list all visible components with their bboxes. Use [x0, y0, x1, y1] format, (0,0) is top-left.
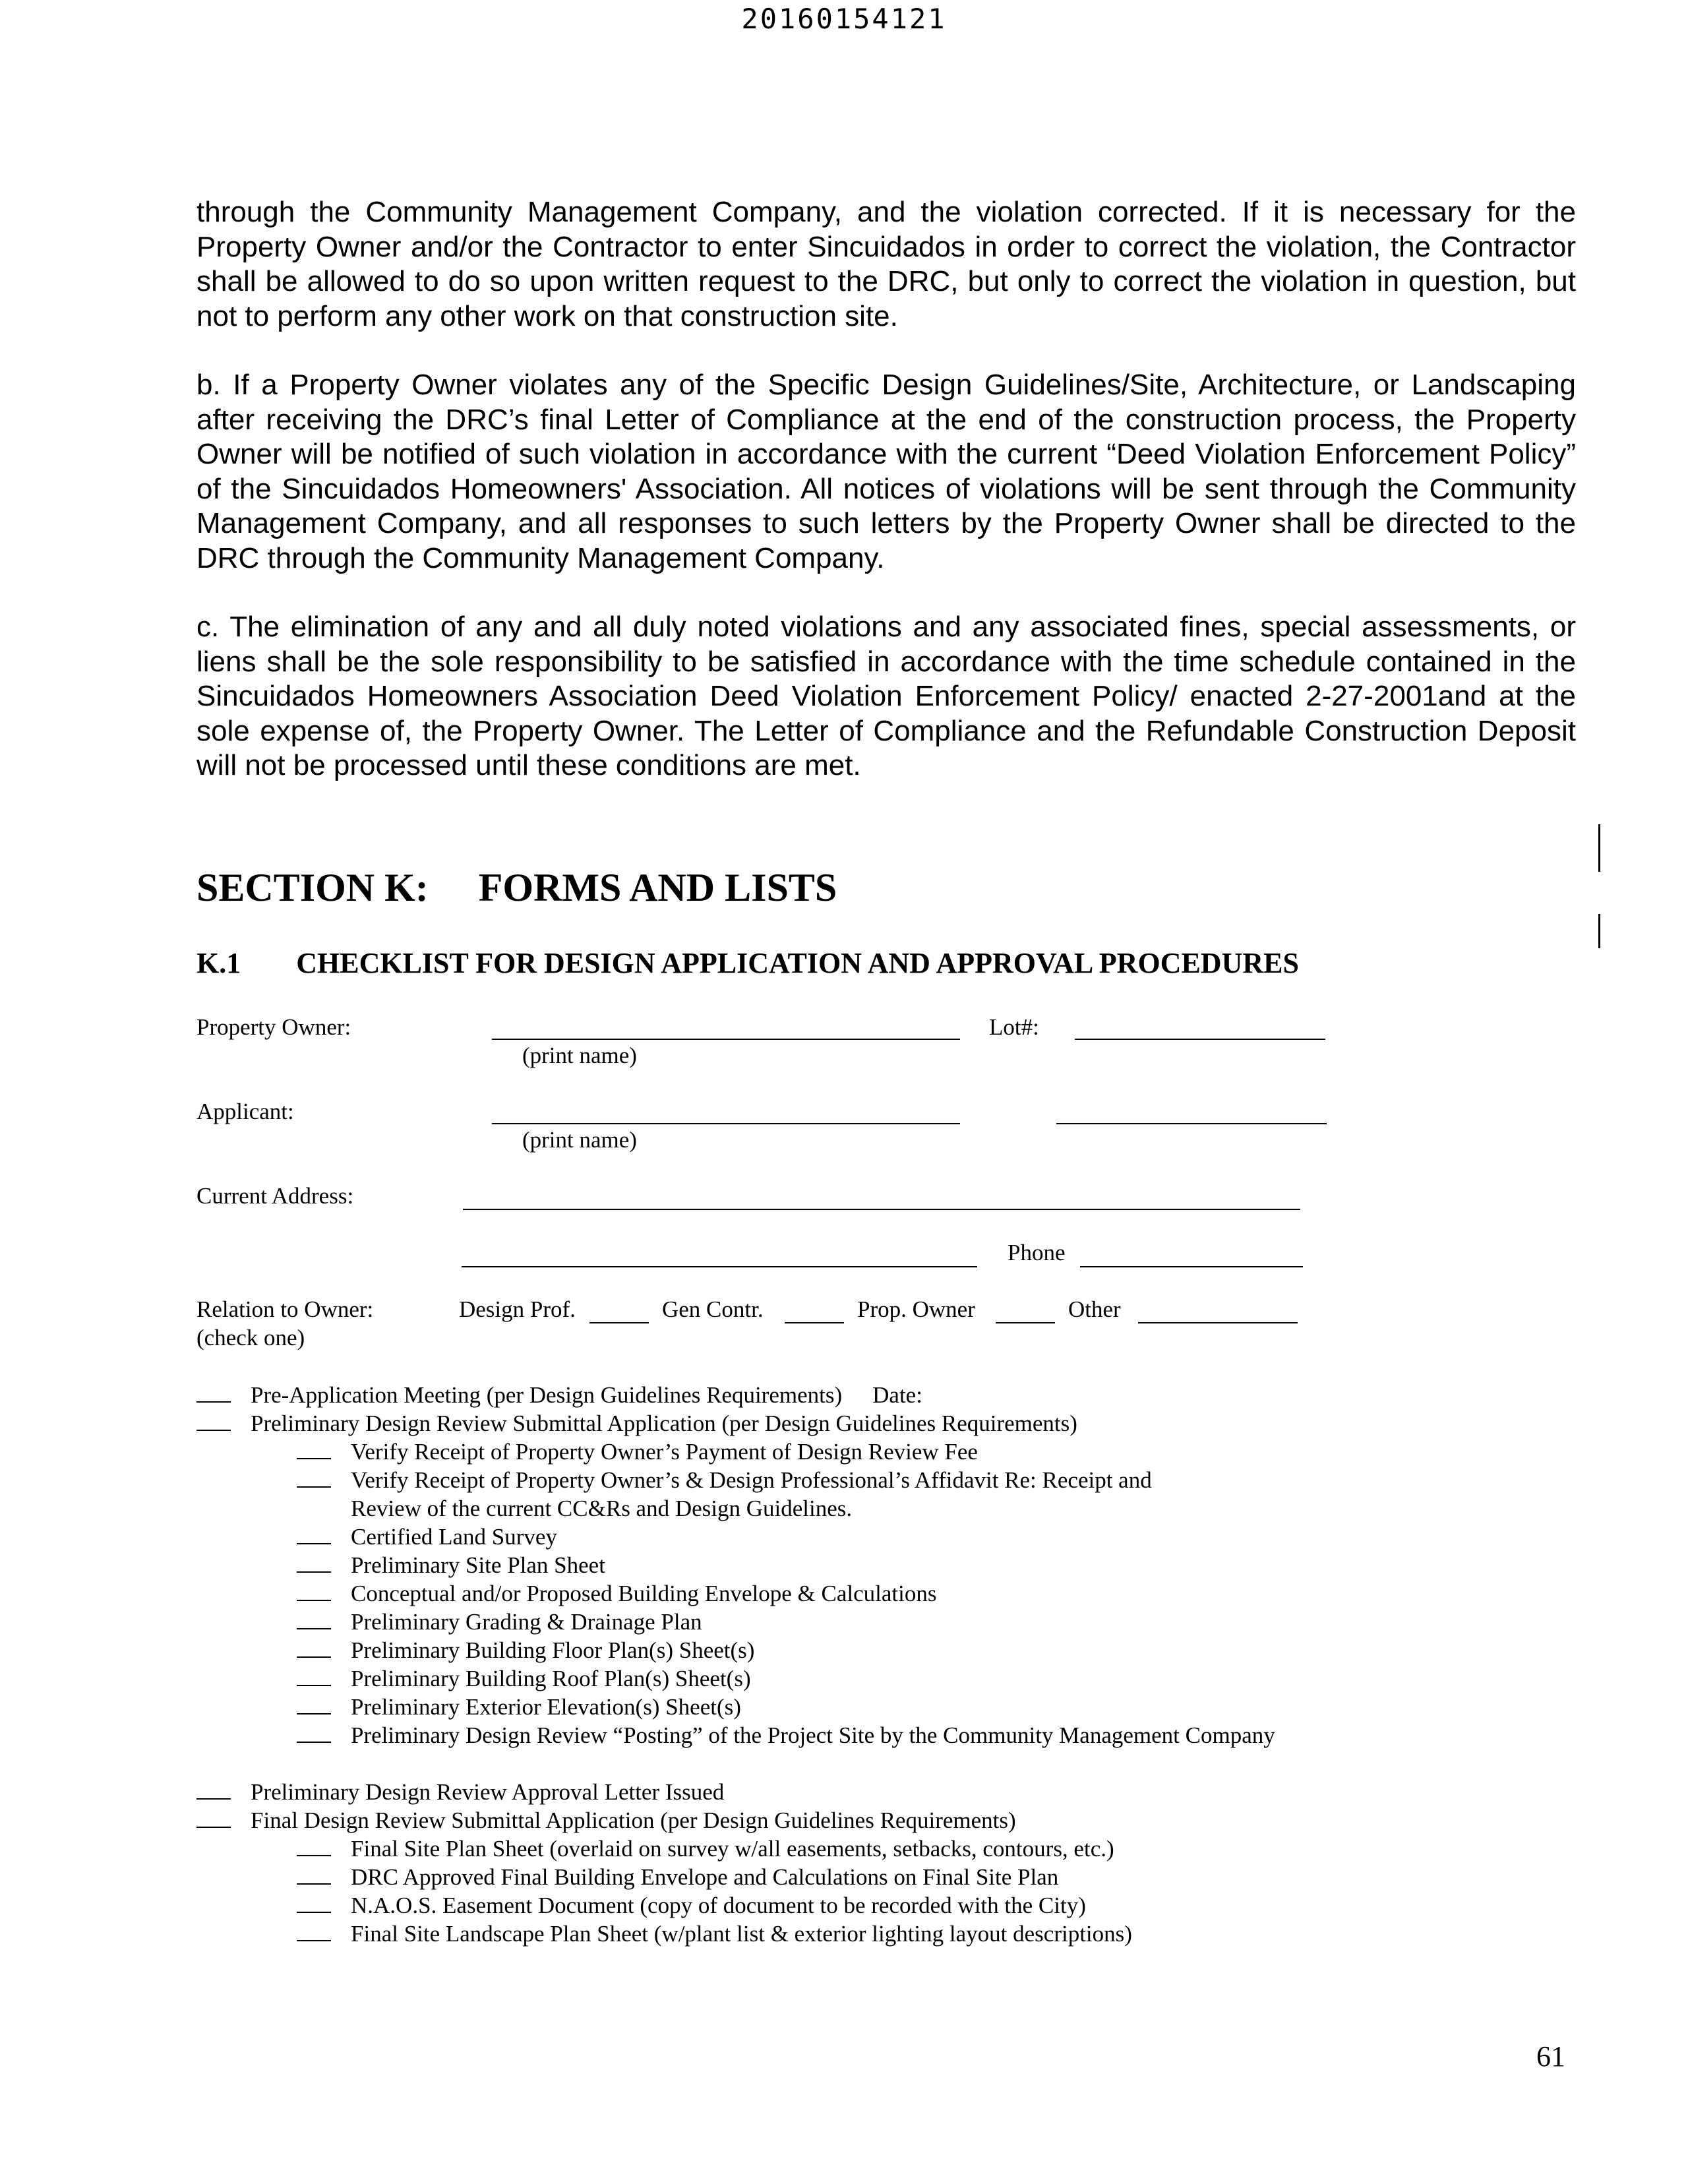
- checkbox-blank[interactable]: [297, 1581, 331, 1601]
- lot-number-field[interactable]: [1075, 1039, 1325, 1040]
- checklist-subitem: Preliminary Grading & Drainage Plan: [297, 1608, 702, 1636]
- checklist-subitem: Conceptual and/or Proposed Building Envelope & Calculations: [297, 1579, 936, 1608]
- checkbox-blank[interactable]: [297, 1638, 331, 1658]
- checkbox-blank[interactable]: [297, 1440, 331, 1459]
- checkbox-blank[interactable]: [196, 1411, 231, 1431]
- checkbox-blank[interactable]: [297, 1836, 331, 1856]
- checklist-subitem: Preliminary Design Review “Posting” of the Project Site by the Community Management Company: [297, 1721, 1275, 1749]
- phone-label: Phone: [1008, 1240, 1066, 1265]
- document-number: 20160154121: [741, 3, 947, 35]
- relation-option-prop-owner: Prop. Owner: [857, 1296, 975, 1322]
- checklist-subitem: Preliminary Site Plan Sheet: [297, 1551, 605, 1579]
- relation-option-other: Other: [1068, 1296, 1121, 1322]
- paragraph-b-violation-after-compliance: b. If a Property Owner violates any of the Specific Design Guidelines/Site, Architecture, or Landscaping after receiving the DRC’s final Letter of Compliance at the end of the construction process, the Property Owner will be notified of such violation in accordance with the current “Deed Violation Enforcement Policy” of the Sincuidados Homeowners' Association. All notices of violations will be sent through the Community Management Company, and all responses to such letters by the Property Owner shall be directed to the DRC through the Community Management Company.: [196, 369, 1576, 574]
- revision-bar: [1598, 914, 1600, 948]
- checklist-item: Preliminary Design Review Submittal Application (per Design Guidelines Requirements): [196, 1409, 1077, 1438]
- checkbox-blank[interactable]: [297, 1695, 331, 1714]
- property-owner-label: Property Owner:: [196, 1014, 351, 1040]
- relation-other-blank[interactable]: [1138, 1322, 1298, 1323]
- checkbox-blank[interactable]: [297, 1610, 331, 1629]
- paragraph-c-elimination-of-violations: c. The elimination of any and all duly noted violations and any associated fines, special assessments, or liens shall be the sole responsibility to be satisfied in accordance with the time schedule contained in the Sincuidados Homeowners Association Deed Violation Enforcement Policy/ enacted 2-27-2001and at the sole expense of, the Property Owner. The Letter of Compliance and the Refundable Construction Deposit will not be processed until these conditions are met.: [196, 611, 1576, 781]
- current-address-line-1[interactable]: [463, 1209, 1300, 1210]
- checkbox-blank[interactable]: [297, 1553, 331, 1573]
- checklist-item: Preliminary Design Review Approval Letter Issued: [196, 1778, 724, 1806]
- property-owner-name-field[interactable]: [492, 1039, 960, 1040]
- applicant-name-field[interactable]: [492, 1123, 960, 1124]
- print-name-note: (print name): [522, 1127, 637, 1153]
- relation-to-owner-label: Relation to Owner:: [196, 1296, 374, 1322]
- subsection-title: CHECKLIST FOR DESIGN APPLICATION AND APPROVAL PROCEDURES: [296, 947, 1299, 979]
- checklist-subitem: Preliminary Building Floor Plan(s) Sheet(s): [297, 1636, 754, 1664]
- lot-label: Lot#:: [989, 1014, 1039, 1040]
- checklist-subitem: Preliminary Exterior Elevation(s) Sheet(s): [297, 1693, 741, 1721]
- checkbox-blank[interactable]: [297, 1723, 331, 1743]
- checklist-subitem: Preliminary Building Roof Plan(s) Sheet(s): [297, 1664, 751, 1693]
- checklist-subitem-continuation: Review of the current CC&Rs and Design Guidelines.: [351, 1496, 853, 1521]
- subsection-heading: [196, 946, 1299, 980]
- relation-option-gen-contr: Gen Contr.: [662, 1296, 764, 1322]
- checklist-subitem: N.A.O.S. Easement Document (copy of document to be recorded with the City): [297, 1891, 1086, 1920]
- checklist-subitem: Certified Land Survey: [297, 1523, 557, 1551]
- current-address-label: Current Address:: [196, 1183, 354, 1209]
- applicant-label: Applicant:: [196, 1099, 294, 1124]
- date-label: Date:: [872, 1382, 922, 1408]
- phone-field[interactable]: [1080, 1266, 1303, 1267]
- checkbox-blank[interactable]: [196, 1383, 231, 1403]
- checkbox-blank[interactable]: [297, 1922, 331, 1941]
- page-number: 61: [1536, 2040, 1565, 2073]
- checkbox-blank[interactable]: [196, 1780, 231, 1800]
- checklist-subitem: DRC Approved Final Building Envelope and Calculations on Final Site Plan: [297, 1863, 1058, 1891]
- checkbox-blank[interactable]: [297, 1893, 331, 1913]
- checkbox-blank[interactable]: [196, 1808, 231, 1828]
- checkbox-blank[interactable]: [297, 1525, 331, 1544]
- paragraph-violation-correction: through the Community Management Company, and the violation corrected. If it is necessary for the Property Owner and/or the Contractor to enter Sincuidados in order to correct the violation, the Contractor shall be allowed to do so upon written request to the DRC, but only to correct the violation in question, but not to perform any other work on that construction site.: [196, 196, 1576, 332]
- checklist-subitem: Final Site Plan Sheet (overlaid on survey w/all easements, setbacks, contours, etc.): [297, 1835, 1114, 1863]
- checkbox-blank[interactable]: [297, 1865, 331, 1885]
- current-address-line-2[interactable]: [462, 1266, 977, 1267]
- checklist-item: Final Design Review Submittal Application (per Design Guidelines Requirements): [196, 1806, 1016, 1835]
- print-name-note: (print name): [522, 1043, 637, 1068]
- check-one-note: (check one): [196, 1325, 305, 1350]
- section-title: FORMS AND LISTS: [478, 866, 837, 909]
- section-number: SECTION K:: [196, 866, 429, 909]
- relation-prop-owner-blank[interactable]: [996, 1322, 1055, 1323]
- checklist-subitem: Final Site Landscape Plan Sheet (w/plant list & exterior lighting layout descriptions): [297, 1920, 1132, 1948]
- section-heading: [196, 865, 837, 911]
- checkbox-blank[interactable]: [297, 1468, 331, 1488]
- checkbox-blank[interactable]: [297, 1666, 331, 1686]
- relation-design-prof-blank[interactable]: [589, 1322, 649, 1323]
- checklist-subitem: Verify Receipt of Property Owner’s Payment of Design Review Fee: [297, 1438, 978, 1466]
- checklist-item: Pre-Application Meeting (per Design Guidelines Requirements) Date:: [196, 1381, 922, 1409]
- relation-gen-contr-blank[interactable]: [785, 1322, 844, 1323]
- applicant-extra-field[interactable]: [1056, 1123, 1327, 1124]
- subsection-number: K.1: [196, 947, 241, 979]
- relation-option-design-prof: Design Prof.: [459, 1296, 576, 1322]
- revision-bar: [1598, 824, 1600, 872]
- checklist-subitem: Verify Receipt of Property Owner’s & Design Professional’s Affidavit Re: Receipt and: [297, 1466, 1152, 1494]
